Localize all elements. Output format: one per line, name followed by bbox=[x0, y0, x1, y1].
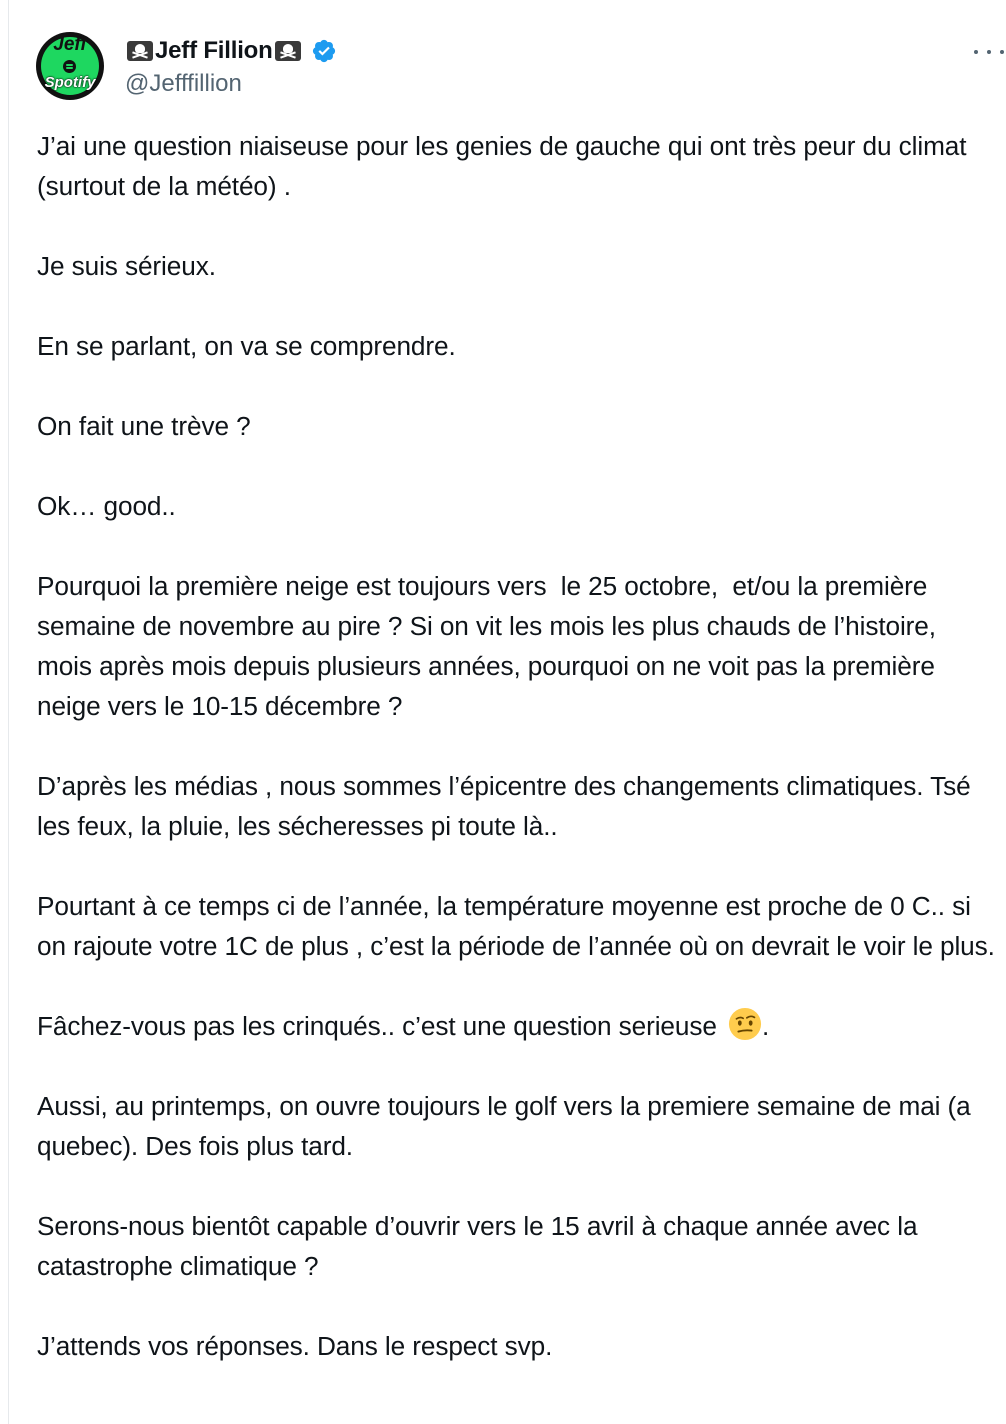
skull-and-crossbones-icon bbox=[127, 41, 153, 61]
verified-badge-icon[interactable] bbox=[311, 38, 337, 64]
spotify-logo-icon bbox=[63, 60, 76, 73]
tweet-paragraph-text: Fâchez-vous pas les crinqués.. c’est une question serieuse bbox=[37, 1011, 717, 1041]
avatar-bottom-text: Spotify bbox=[44, 74, 96, 91]
tweet-paragraph-suffix: . bbox=[762, 1011, 770, 1041]
tweet-paragraph: Serons-nous bientôt capable d’ouvrir vers le 15 avril à chaque année avec la catastrophe climatique ? bbox=[37, 1211, 925, 1281]
author-display-name[interactable]: Jeff Fillion bbox=[155, 37, 273, 64]
more-options-icon[interactable] bbox=[974, 42, 1004, 62]
tweet-paragraph: Ok… good.. bbox=[37, 491, 176, 521]
tweet-paragraph: J’attends vos réponses. Dans le respect svp. bbox=[37, 1331, 553, 1361]
face-with-raised-eyebrow-icon bbox=[728, 1007, 762, 1041]
tweet-text bbox=[37, 126, 997, 1406]
tweet-header bbox=[36, 32, 996, 102]
tweet-paragraph: D’après les médias , nous sommes l’épicentre des changements climatiques. Tsé les feux, la pluie, les sécheresses pi toute là.. bbox=[37, 771, 978, 841]
avatar-top-text: Jeff bbox=[53, 34, 87, 55]
tweet-paragraph: On fait une trève ? bbox=[37, 411, 251, 441]
tweet-paragraph: Aussi, au printemps, on ouvre toujours le golf vers la premiere semaine de mai (a quebec). Des fois plus tard. bbox=[37, 1091, 978, 1161]
tweet-paragraph: Pourtant à ce temps ci de l’année, la température moyenne est proche de 0 C.. si on rajoute votre 1C de plus , c’est la période de l’année où on devrait le voir le plus. bbox=[37, 891, 995, 961]
tweet-paragraph-with-emoji bbox=[37, 1006, 997, 1046]
author-name-row[interactable] bbox=[125, 34, 337, 68]
tweet-paragraph: J’ai une question niaiseuse pour les genies de gauche qui ont très peur du climat (surtout de la météo) . bbox=[37, 131, 974, 201]
tweet-paragraph: Je suis sérieux. bbox=[37, 251, 216, 281]
tweet-paragraph: En se parlant, on va se comprendre. bbox=[37, 331, 456, 361]
skull-and-crossbones-icon bbox=[275, 41, 301, 61]
timeline-border bbox=[8, 0, 9, 1424]
tweet-paragraph: Pourquoi la première neige est toujours vers le 25 octobre, et/ou la première semaine de novembre au pire ? Si on vit les mois les plus chauds de l’histoire, mois après mois depuis plusieurs années, pourquoi on ne voit pas la première neige vers le 10-15 décembre ? bbox=[37, 571, 944, 721]
avatar[interactable] bbox=[36, 32, 104, 100]
author-handle[interactable]: @Jefffillion bbox=[125, 70, 242, 97]
